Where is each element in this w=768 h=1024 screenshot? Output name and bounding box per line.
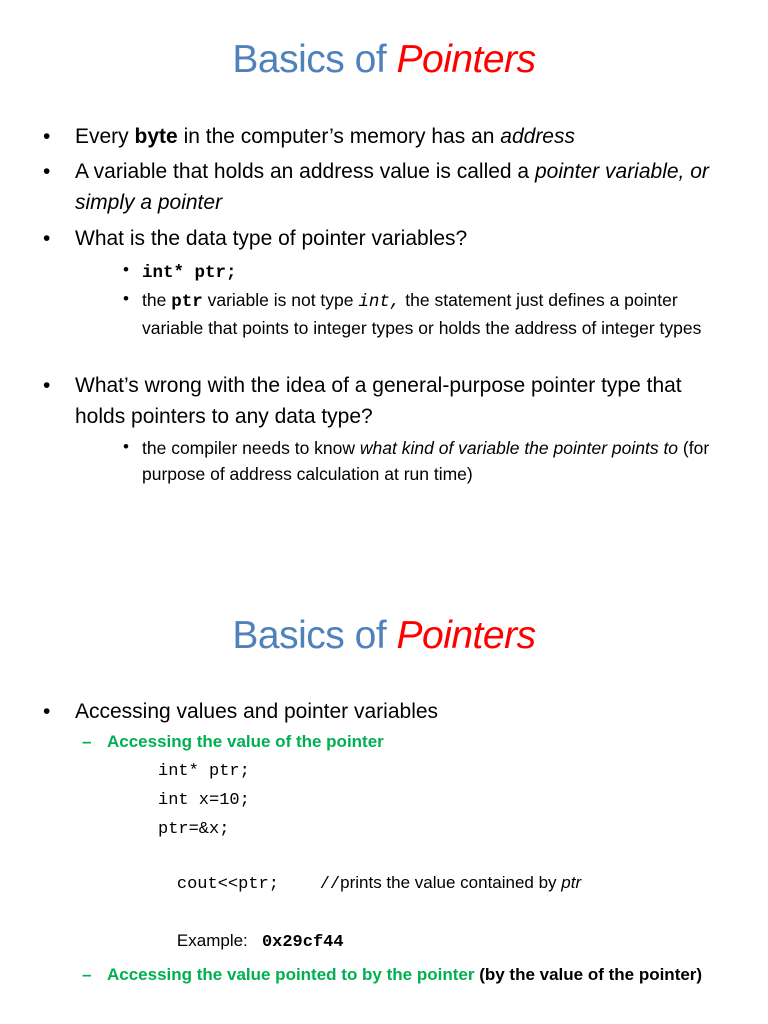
- title-prefix: Basics of: [232, 38, 387, 81]
- title-accent: Pointers: [396, 38, 536, 81]
- code-line-4: cout<<ptr; //prints the value contained by ptr: [176, 873, 582, 894]
- title-prefix: Basics of: [232, 614, 387, 657]
- slide-2-title: [0, 614, 768, 658]
- slide-2: [0, 512, 768, 1024]
- code-line-1: int* ptr;: [158, 762, 250, 781]
- bullet-memory-address: • Every byte in the computer’s memory has an address: [75, 121, 728, 152]
- sub-bullet-int-ptr: • int* ptr;: [142, 258, 728, 286]
- sub-bullet-compiler-needs: • the compiler needs to know what kind of variable the pointer points to (for purpose of address calculation at run time): [142, 435, 728, 487]
- dash-item-pointed-value: – Accessing the value pointed to by the pointer (by the value of the pointer): [82, 965, 703, 984]
- bullet-pointer-definition: • A variable that holds an address value is called a pointer variable, or simply a pointer: [75, 156, 728, 218]
- code-line-3: ptr=&x;: [158, 820, 230, 839]
- bullet-general-purpose-question: • What’s wrong with the idea of a general-purpose pointer type that holds pointers to any data type?: [75, 370, 728, 432]
- slide-1-title: [0, 38, 768, 82]
- bullet-data-type-question: • What is the data type of pointer variables?: [75, 223, 728, 254]
- example-line: Example: 0x29cf44: [176, 931, 344, 952]
- dash-item-pointer-value: – Accessing the value of the pointer: [82, 732, 384, 751]
- code-line-2: int x=10;: [158, 791, 250, 810]
- sub-bullet-ptr-explanation: • the ptr variable is not type int, the statement just defines a pointer variable that points to integer types or holds the address of integer types: [142, 287, 728, 341]
- bullet-accessing-values: • Accessing values and pointer variables: [75, 696, 728, 727]
- title-accent: Pointers: [396, 614, 536, 657]
